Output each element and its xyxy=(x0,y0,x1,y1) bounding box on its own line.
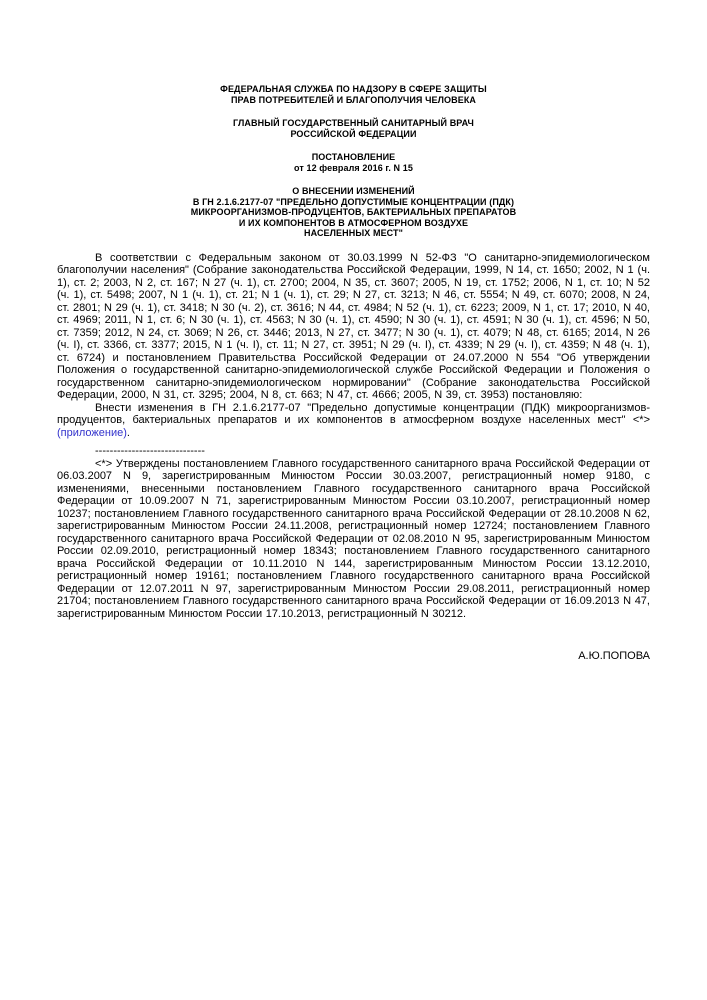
doc-type-block xyxy=(57,152,650,173)
authority-line-2: РОССИЙСКОЙ ФЕДЕРАЦИИ xyxy=(290,128,417,139)
subject-line-4: И ИХ КОМПОНЕНТОВ В АТМОСФЕРНОМ ВОЗДУХЕ xyxy=(238,217,469,228)
issuing-agency xyxy=(57,84,650,105)
subject-line-3: МИКРООРГАНИЗМОВ-ПРОДУЦЕНТОВ, БАКТЕРИАЛЬНЫХ ПРЕПАРАТОВ xyxy=(190,207,517,217)
paragraph-resolution xyxy=(57,402,650,440)
subject-line-5: НАСЕЛЕННЫХ МЕСТ" xyxy=(303,228,404,238)
footnote: <*> Утверждены постановлением Главного государственного санитарного врача Российской Федерации от 06.03.2007 N 9, зарегистрированным Минюстом России 30.03.2007, регистрационный номер 9180, с изменениями, внесенными постановлением Главного государственного санитарного врача Российской Федерации от 10.09.2007 N 71, зарегистрированным Минюстом России 03.10.2007, регистрационный номер 10237; постановлением Главного государственного санитарного врача Российской Федерации от 28.10.2008 N 62, зарегистрированным Минюстом России 24.11.2008, регистрационный номер 12724; постановлением Главного государственного санитарного врача Российской Федерации от 02.08.2010 N 95, зарегистрированным Минюстом России 02.09.2010, регистрационный номер 18343; постановлением Главного государственного санитарного врача Российской Федерации от 10.11.2010 N 144, зарегистрированным Минюстом России 13.12.2010, регистрационный номер 19161; постановлением Главного государственного санитарного врача Российской Федерации от 12.07.2011 N 97, зарегистрированным Минюстом России 29.08.2011, регистрационный номер 21704; постановлением Главного государственного санитарного врача Российской Федерации от 16.09.2013 N 47, зарегистрированным Минюстом России 17.10.2013, регистрационный N 30212. xyxy=(57,457,650,620)
issuing-authority xyxy=(57,118,650,139)
signature: А.Ю.ПОПОВА xyxy=(578,650,650,662)
footnote-separator: ------------------------------ xyxy=(95,445,205,457)
doc-subject xyxy=(57,186,650,239)
resolution-text: Внести изменения в ГН 2.1.6.2177-07 "Предельно допустимые концентрации (ПДК) микроорганизмов-продуцентов, бактериальных препаратов и их компонентов в атмосферном воздухе населенных мест" <*> xyxy=(57,401,650,426)
doc-type: ПОСТАНОВЛЕНИЕ xyxy=(311,152,396,162)
resolution-text-end: . xyxy=(126,426,130,439)
authority-line-1: ГЛАВНЫЙ ГОСУДАРСТВЕННЫЙ САНИТАРНЫЙ ВРАЧ xyxy=(233,118,474,128)
paragraph-legal-basis: В соответствии с Федеральным законом от 30.03.1999 N 52-ФЗ "О санитарно-эпидемиологическом благополучии населения" (Собрание законодательства Российской Федерации, 1999, N 14, ст. 1650; 2002, N 1 (ч. 1), ст. 2; 2003, N 2, ст. 167; N 27 (ч. 1), ст. 2700; 2004, N 35, ст. 3607; 2005, N 19, ст. 1752; 2006, N 1, ст. 10; N 52 (ч. 1), ст. 5498; 2007, N 1 (ч. 1), ст. 21; N 1 (ч. 1), ст. 29; N 27, ст. 3213; N 46, ст. 5554; N 49, ст. 6070; 2008, N 24, ст. 2801; N 29 (ч. 1), ст. 3418; N 30 (ч. 2), ст. 3616; N 44, ст. 4984; N 52 (ч. 1), ст. 6223; 2009, N 1, ст. 17; 2010, N 40, ст. 4969; 2011, N 1, ст. 6; N 30 (ч. 1), ст. 4563; N 30 (ч. 1), ст. 4590; N 30 (ч. 1), ст. 4591; N 30 (ч. 1), ст. 4596; N 50, ст. 7359; 2012, N 24, ст. 3069; N 26, ст. 3446; 2013, N 27, ст. 3477; N 30 (ч. 1), ст. 4079; N 48, ст. 6165; 2014, N 26 (ч. I), ст. 3366, ст. 3377; 2015, N 1 (ч. I), ст. 11; N 27, ст. 3951; N 29 (ч. I), ст. 4339; N 29 (ч. I), ст. 4359; N 48 (ч. 1), ст. 6724) и постановлением Правительства Российской Федерации от 24.07.2000 N 554 "Об утверждении Положения о государственной санитарно-эпидемиологической службе Российской Федерации и Положения о государственном санитарно-эпидемиологическом нормировании" (Собрание законодательства Российской Федерации, 2000, N 31, ст. 3295; 2004, N 8, ст. 663; N 47, ст. 4666; 2005, N 39, ст. 3953) постановляю: xyxy=(57,251,650,401)
subject-line-2: В ГН 2.1.6.2177-07 "ПРЕДЕЛЬНО ДОПУСТИМЫЕ КОНЦЕНТРАЦИИ (ПДК) xyxy=(192,196,515,207)
doc-date-number: от 12 февраля 2016 г. N 15 xyxy=(294,162,413,173)
subject-line-1: О ВНЕСЕНИИ ИЗМЕНЕНИЙ xyxy=(292,186,415,196)
annex-link[interactable]: (приложение) xyxy=(57,426,127,439)
agency-line-1: ФЕДЕРАЛЬНАЯ СЛУЖБА ПО НАДЗОРУ В СФЕРЕ ЗАЩИТЫ xyxy=(220,84,487,94)
agency-line-2: ПРАВ ПОТРЕБИТЕЛЕЙ И БЛАГОПОЛУЧИЯ ЧЕЛОВЕКА xyxy=(230,94,477,105)
